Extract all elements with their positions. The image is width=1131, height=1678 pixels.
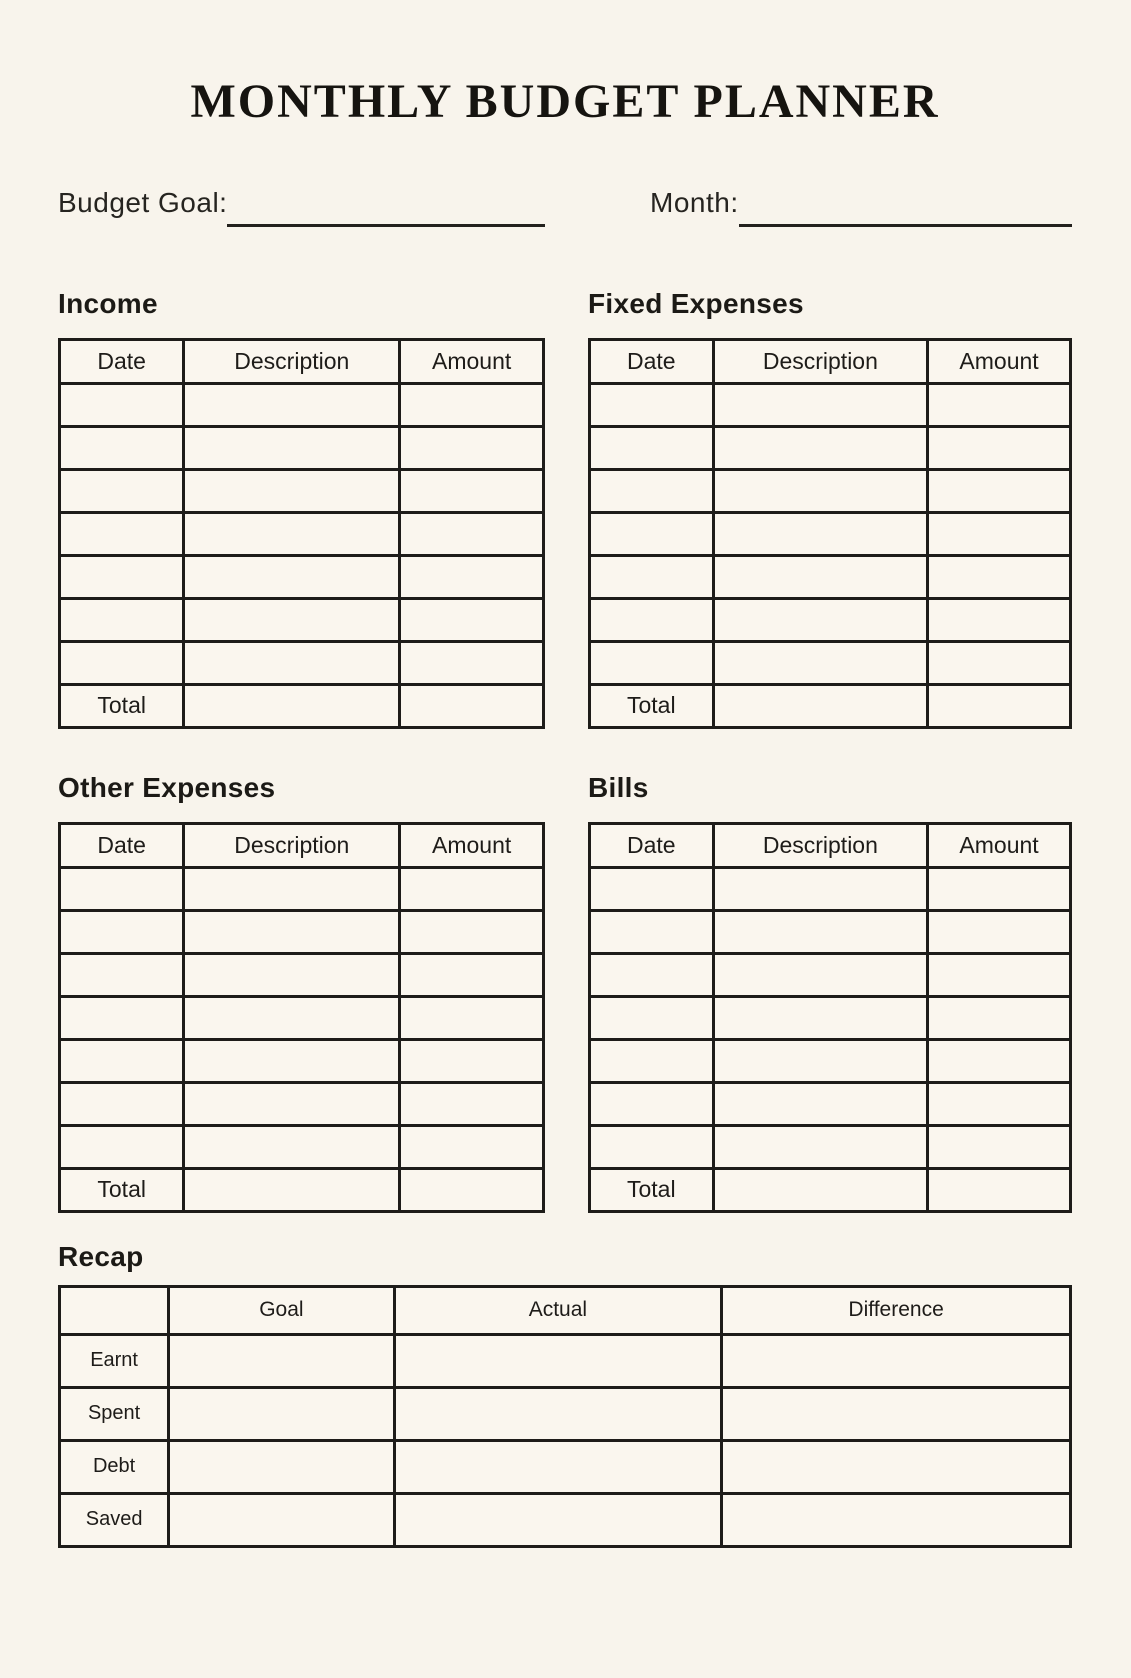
empty-cell[interactable] [169,1493,394,1546]
column-header-description: Description [184,339,400,383]
empty-cell[interactable] [713,555,928,598]
table-row [60,867,544,910]
column-header-actual: Actual [394,1286,722,1334]
table-row [590,910,1071,953]
total-label: Total [60,1168,184,1211]
empty-cell[interactable] [928,641,1071,684]
empty-cell[interactable] [60,512,184,555]
empty-cell[interactable] [60,1125,184,1168]
empty-cell[interactable] [590,598,714,641]
empty-cell[interactable] [169,1334,394,1387]
column-header-description: Description [713,339,928,383]
other-expenses-table [58,822,545,1213]
empty-cell[interactable] [590,383,714,426]
empty-cell[interactable] [400,641,544,684]
table-row [60,1387,1071,1440]
empty-cell[interactable] [713,641,928,684]
empty-cell[interactable] [60,383,184,426]
column-header-amount: Amount [400,823,544,867]
header-fields [58,186,1072,220]
table-row [60,1039,544,1082]
column-header-amount: Amount [928,339,1071,383]
empty-cell[interactable] [928,996,1071,1039]
table-row [590,598,1071,641]
column-header-blank [60,1286,169,1334]
empty-cell[interactable] [713,512,928,555]
total-row [590,684,1071,727]
empty-cell[interactable] [590,1082,714,1125]
month-line[interactable] [739,224,1072,227]
income-section-title: Income [58,287,158,319]
recap-section-title: Recap [58,1240,144,1272]
empty-cell[interactable] [928,512,1071,555]
table-row [590,953,1071,996]
empty-cell[interactable] [928,1168,1071,1211]
empty-cell[interactable] [713,953,928,996]
header-row [60,823,544,867]
empty-cell[interactable] [394,1387,722,1440]
empty-cell[interactable] [713,1039,928,1082]
empty-cell[interactable] [400,867,544,910]
empty-cell[interactable] [184,598,400,641]
header-row [60,1286,1071,1334]
empty-cell[interactable] [713,1168,928,1211]
empty-cell[interactable] [713,1082,928,1125]
empty-cell[interactable] [928,684,1071,727]
empty-cell[interactable] [394,1334,722,1387]
column-header-description: Description [713,823,928,867]
column-header-date: Date [60,339,184,383]
empty-cell[interactable] [928,383,1071,426]
empty-cell[interactable] [590,910,714,953]
empty-cell[interactable] [184,1125,400,1168]
table-row [590,383,1071,426]
empty-cell[interactable] [722,1493,1071,1546]
empty-cell[interactable] [400,383,544,426]
empty-cell[interactable] [928,953,1071,996]
empty-cell[interactable] [394,1440,722,1493]
empty-cell[interactable] [928,867,1071,910]
empty-cell[interactable] [184,1082,400,1125]
header-row [590,339,1071,383]
header-row [60,339,544,383]
budget-goal-line[interactable] [227,224,545,227]
empty-cell[interactable] [590,512,714,555]
empty-cell[interactable] [713,867,928,910]
table-row [590,1082,1071,1125]
table-row [590,867,1071,910]
empty-cell[interactable] [60,555,184,598]
table-row [60,469,544,512]
table-row [60,1082,544,1125]
row-label-debt: Debt [60,1440,169,1493]
income-section [58,287,545,729]
empty-cell[interactable] [928,910,1071,953]
empty-cell[interactable] [713,684,928,727]
page-title: MONTHLY BUDGET PLANNER [190,75,940,128]
empty-cell[interactable] [169,1387,394,1440]
row-label-spent: Spent [60,1387,169,1440]
empty-cell[interactable] [184,512,400,555]
empty-cell[interactable] [713,910,928,953]
empty-cell[interactable] [590,641,714,684]
bills-section-title: Bills [588,771,649,803]
budget-goal-label: Budget Goal: [58,187,228,218]
table-row [590,641,1071,684]
empty-cell[interactable] [60,1082,184,1125]
empty-cell[interactable] [590,867,714,910]
empty-cell[interactable] [60,910,184,953]
empty-cell[interactable] [60,867,184,910]
empty-cell[interactable] [60,469,184,512]
other-expenses-section-title: Other Expenses [58,771,276,803]
empty-cell[interactable] [713,469,928,512]
budget-tables-grid [58,287,1072,1213]
empty-cell[interactable] [184,910,400,953]
empty-cell[interactable] [722,1334,1071,1387]
row-label-saved: Saved [60,1493,169,1546]
total-label: Total [590,1168,714,1211]
empty-cell[interactable] [928,1125,1071,1168]
empty-cell[interactable] [184,555,400,598]
empty-cell[interactable] [60,641,184,684]
row-label-earnt: Earnt [60,1334,169,1387]
empty-cell[interactable] [722,1440,1071,1493]
empty-cell[interactable] [184,383,400,426]
empty-cell[interactable] [60,598,184,641]
table-row [590,426,1071,469]
table-row [60,1334,1071,1387]
bills-section [588,771,1072,1213]
column-header-difference: Difference [722,1286,1071,1334]
table-row [60,996,544,1039]
empty-cell[interactable] [184,641,400,684]
column-header-date: Date [590,339,714,383]
total-row [590,1168,1071,1211]
table-row [590,996,1071,1039]
empty-cell[interactable] [184,426,400,469]
empty-cell[interactable] [60,996,184,1039]
empty-cell[interactable] [184,996,400,1039]
empty-cell[interactable] [713,1125,928,1168]
empty-cell[interactable] [184,867,400,910]
empty-cell[interactable] [400,1082,544,1125]
empty-cell[interactable] [928,1039,1071,1082]
empty-cell[interactable] [713,996,928,1039]
column-header-amount: Amount [928,823,1071,867]
budget-goal-field [58,186,545,220]
empty-cell[interactable] [713,383,928,426]
empty-cell[interactable] [169,1440,394,1493]
table-row [60,383,544,426]
empty-cell[interactable] [184,1039,400,1082]
table-row [60,1125,544,1168]
table-row [590,512,1071,555]
column-header-description: Description [184,823,400,867]
table-row [60,953,544,996]
total-label: Total [590,684,714,727]
fixed-expenses-section-title: Fixed Expenses [588,287,804,319]
table-row [60,1440,1071,1493]
table-row [60,641,544,684]
empty-cell[interactable] [590,1039,714,1082]
column-header-date: Date [590,823,714,867]
empty-cell[interactable] [400,555,544,598]
table-row [60,426,544,469]
column-header-date: Date [60,823,184,867]
table-row [60,1493,1071,1546]
empty-cell[interactable] [400,426,544,469]
empty-cell[interactable] [184,953,400,996]
empty-cell[interactable] [928,426,1071,469]
table-row [60,555,544,598]
table-row [60,598,544,641]
month-field [588,186,1072,220]
empty-cell[interactable] [590,555,714,598]
empty-cell[interactable] [60,953,184,996]
empty-cell[interactable] [400,1039,544,1082]
empty-cell[interactable] [184,684,400,727]
empty-cell[interactable] [590,996,714,1039]
empty-cell[interactable] [60,1039,184,1082]
empty-cell[interactable] [184,1168,400,1211]
empty-cell[interactable] [400,684,544,727]
empty-cell[interactable] [590,426,714,469]
empty-cell[interactable] [590,953,714,996]
empty-cell[interactable] [590,469,714,512]
empty-cell[interactable] [400,996,544,1039]
fixed-expenses-table [588,338,1072,729]
empty-cell[interactable] [400,953,544,996]
column-header-goal: Goal [169,1286,394,1334]
total-label: Total [60,684,184,727]
empty-cell[interactable] [928,555,1071,598]
empty-cell[interactable] [928,598,1071,641]
other-expenses-section [58,771,545,1213]
empty-cell[interactable] [400,1125,544,1168]
empty-cell[interactable] [928,1082,1071,1125]
table-row [590,555,1071,598]
month-label: Month: [650,187,739,218]
table-row [60,512,544,555]
empty-cell[interactable] [394,1493,722,1546]
empty-cell[interactable] [590,1125,714,1168]
bills-table [588,822,1072,1213]
table-row [590,469,1071,512]
empty-cell[interactable] [928,469,1071,512]
header-row [590,823,1071,867]
empty-cell[interactable] [713,598,928,641]
total-row [60,1168,544,1211]
income-table [58,338,545,729]
empty-cell[interactable] [722,1387,1071,1440]
empty-cell[interactable] [713,426,928,469]
empty-cell[interactable] [400,469,544,512]
empty-cell[interactable] [400,1168,544,1211]
recap-section [58,1240,1072,1548]
table-row [60,910,544,953]
table-row [590,1125,1071,1168]
total-row [60,684,544,727]
empty-cell[interactable] [60,426,184,469]
empty-cell[interactable] [400,598,544,641]
column-header-amount: Amount [400,339,544,383]
recap-table [58,1285,1072,1548]
empty-cell[interactable] [184,469,400,512]
table-row [590,1039,1071,1082]
empty-cell[interactable] [400,910,544,953]
fixed-expenses-section [588,287,1072,729]
empty-cell[interactable] [400,512,544,555]
